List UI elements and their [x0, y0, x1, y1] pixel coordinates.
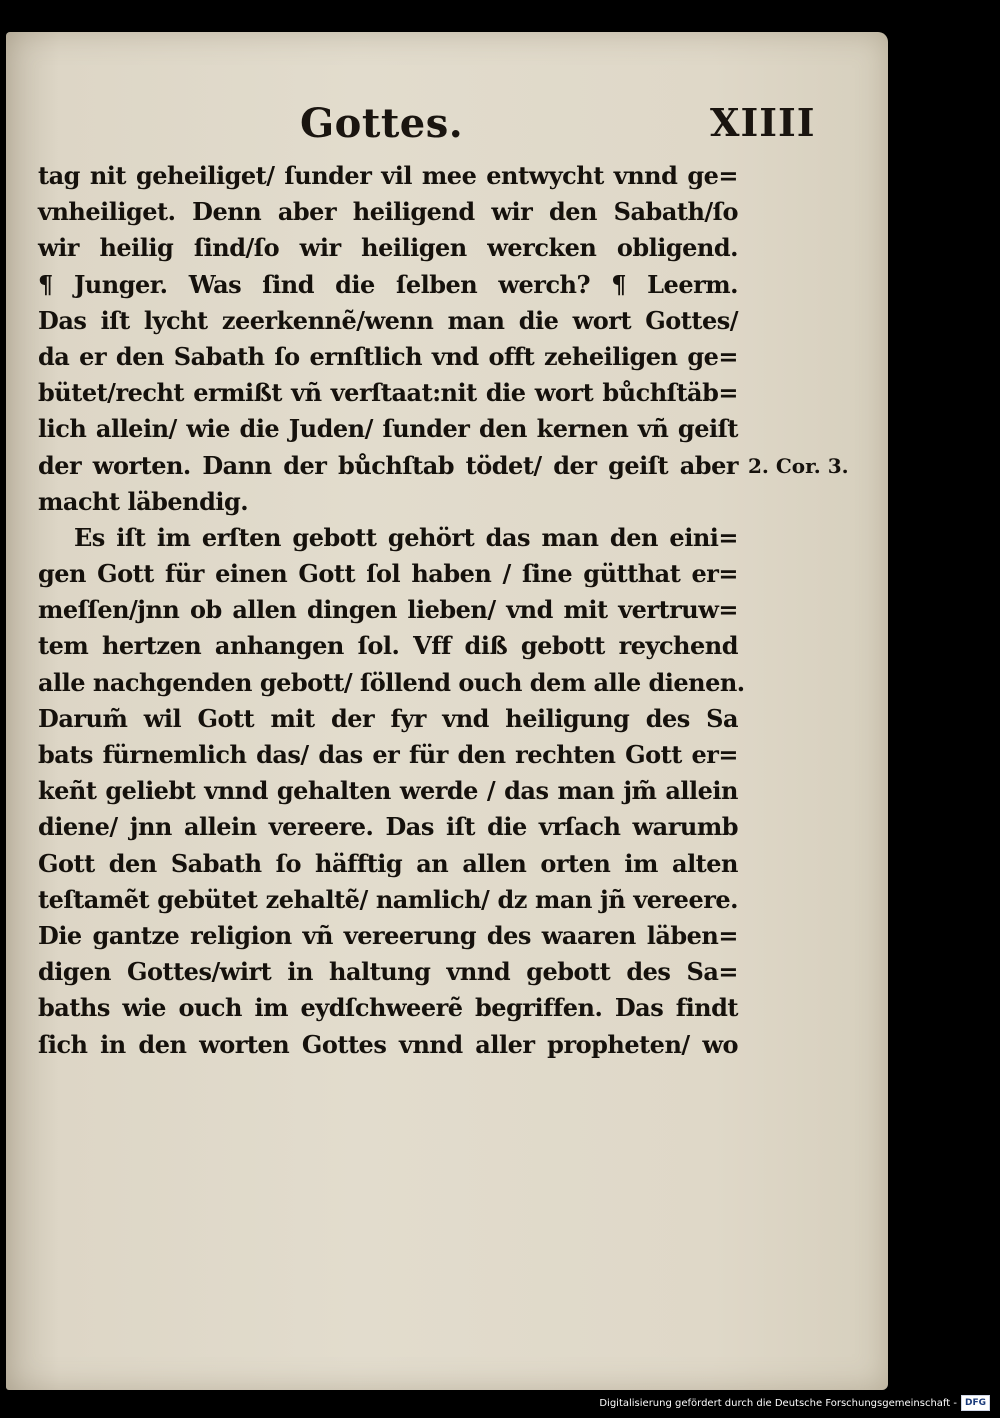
body-text [38, 158, 745, 1063]
text-line: bats fürnemlich das/ das er für den rechten Gott er= [38, 740, 738, 769]
text-line: teſtamẽt gebütet zehaltẽ/ namlich/ dz man jñ vereere. [38, 884, 738, 914]
text-line: keñt geliebt vnnd gehalten werde / das man jm̃ allein [38, 776, 738, 806]
footer-credit-bar [599, 1392, 990, 1414]
text-line: lich allein/ wie die Juden/ ſunder den kernen vñ geiſt [38, 414, 738, 444]
text-line: bütet/recht ermißt vñ verſtaat:nit die wort bůchſtäb= [38, 378, 738, 408]
text-line: der worten. Dann der bůchſtab tödet/ der geiſt aber [38, 450, 738, 480]
text-line: tem hertzen anhangen ſol. Vff diß gebott reychend [38, 631, 738, 661]
folio-number: XIIII [710, 100, 816, 145]
digitization-credit: Digitalisierung gefördert durch die Deutsche Forschungsgemeinschaft - [599, 1397, 957, 1409]
text-line: wir heilig ſind/ſo wir heiligen wercken obligend. [38, 233, 738, 263]
text-line: meſſen/jnn ob allen dingen lieben/ vnd mit vertruw= [38, 595, 738, 625]
text-line: Das iſt lycht zeerkennẽ/wenn man die wort Gottes/ [38, 305, 738, 335]
page-header [0, 100, 1000, 160]
text-line: gen Gott für einen Gott ſol haben / ſine gütthat er= [38, 559, 738, 589]
text-line: tag nit geheiliget/ ſunder vil mee entwycht vnnd ge= [38, 161, 738, 190]
marginal-reference: 2. Cor. 3. [748, 454, 849, 478]
text-line: Die gantze religion vñ vereerung des waaren läben= [38, 920, 738, 950]
text-line: ¶ Junger. Was ſind die ſelben werch? ¶ Leerm. [38, 269, 738, 299]
text-line: Gott den Sabath ſo häfftig an allen orten im alten [38, 848, 738, 878]
text-line: ſich in den worten Gottes vnnd aller propheten/ wo [38, 1029, 738, 1059]
text-line: Es iſt im erſten gebott gehört das man den eini= [74, 522, 738, 552]
dfg-logo-icon: DFG [961, 1395, 990, 1411]
text-line: digen Gottes/wirt in haltung vnnd gebott des Sa= [38, 957, 738, 987]
text-line: alle nachgenden gebott/ ſöllend ouch dem alle dienen. [38, 667, 745, 697]
text-line: diene/ jnn allein vereere. Das iſt die vrſach warumb [38, 812, 738, 842]
text-line: da er den Sabath ſo ernſtlich vnd offt zeheiligen ge= [38, 341, 738, 371]
running-head: Gottes. [300, 100, 464, 147]
text-line: Darum̃ wil Gott mit der fyr vnd heiligung des Sa [38, 703, 738, 733]
text-line: baths wie ouch im eydſchweerẽ begriffen. Das findt [38, 993, 738, 1023]
text-line: macht läbendig. [38, 486, 249, 516]
text-line: vnheiliget. Denn aber heiligend wir den Sabath/ſo [38, 197, 738, 227]
